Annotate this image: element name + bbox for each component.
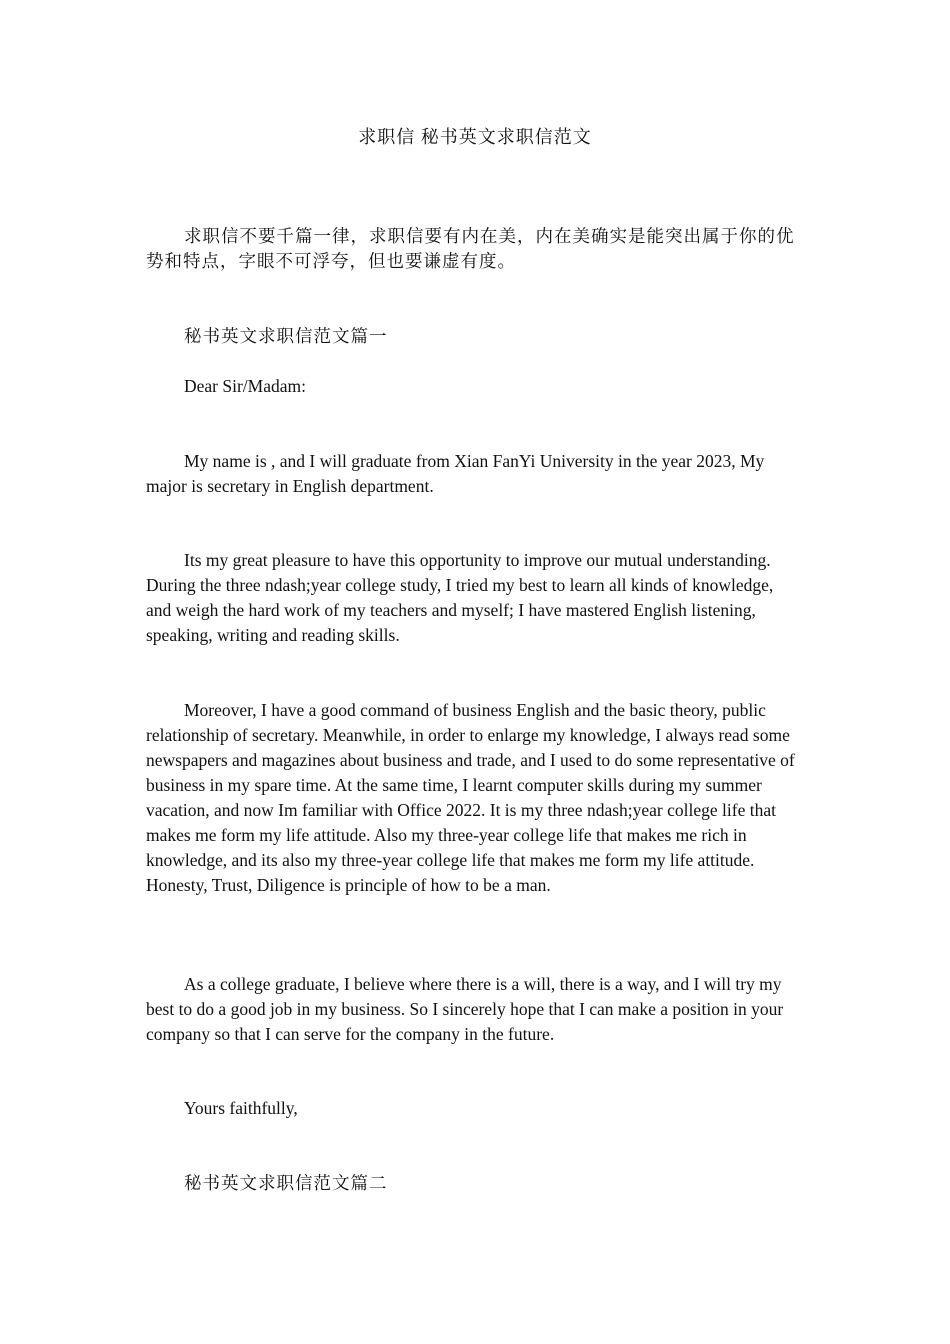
document-title: 求职信 秘书英文求职信范文 bbox=[358, 127, 592, 147]
body-paragraph-1: My name is , and I will graduate from Xian FanYi University in the year 2023, My major is secretary in English department. bbox=[146, 451, 765, 496]
salutation: Dear Sir/Madam: bbox=[184, 376, 306, 396]
section-heading-1: 秘书英文求职信范文篇一 bbox=[184, 326, 388, 346]
intro-paragraph: 求职信不要千篇一律，求职信要有内在美，内在美确实是能突出属于你的优势和特点，字眼不可浮夸，但也要谦虚有度。 bbox=[146, 226, 795, 271]
body-paragraph-3: Moreover, I have a good command of business English and the basic theory, public relationship of secretary. Meanwhile, in order to enlarge my knowledge, I always read some newspapers and magazines about business and trade, and I used to do some representative of business in my spare time. At the same time, I learnt computer skills during my summer vacation, and now Im familiar with Office 2022. It is my three ndash;year college life that makes me form my life attitude. Also my three-year college life that makes me rich in knowledge, and its also my three-year college life that makes me form my life attitude. Honesty, Trust, Diligence is principle of how to be a man. bbox=[146, 700, 795, 895]
body-paragraph-2: Its my great pleasure to have this opportunity to improve our mutual understanding. During the three ndash;year college study, I tried my best to learn all kinds of knowledge, and weigh the hard work of my teachers and myself; I have mastered English listening, speaking, writing and reading skills. bbox=[146, 550, 774, 645]
closing: Yours faithfully, bbox=[184, 1098, 298, 1118]
section-heading-2: 秘书英文求职信范文篇二 bbox=[184, 1173, 388, 1193]
body-paragraph-4: As a college graduate, I believe where there is a will, there is a way, and I will try my best to do a good job in my business. So I sincerely hope that I can make a position in your company so that I can serve for the company in the future. bbox=[146, 974, 784, 1044]
